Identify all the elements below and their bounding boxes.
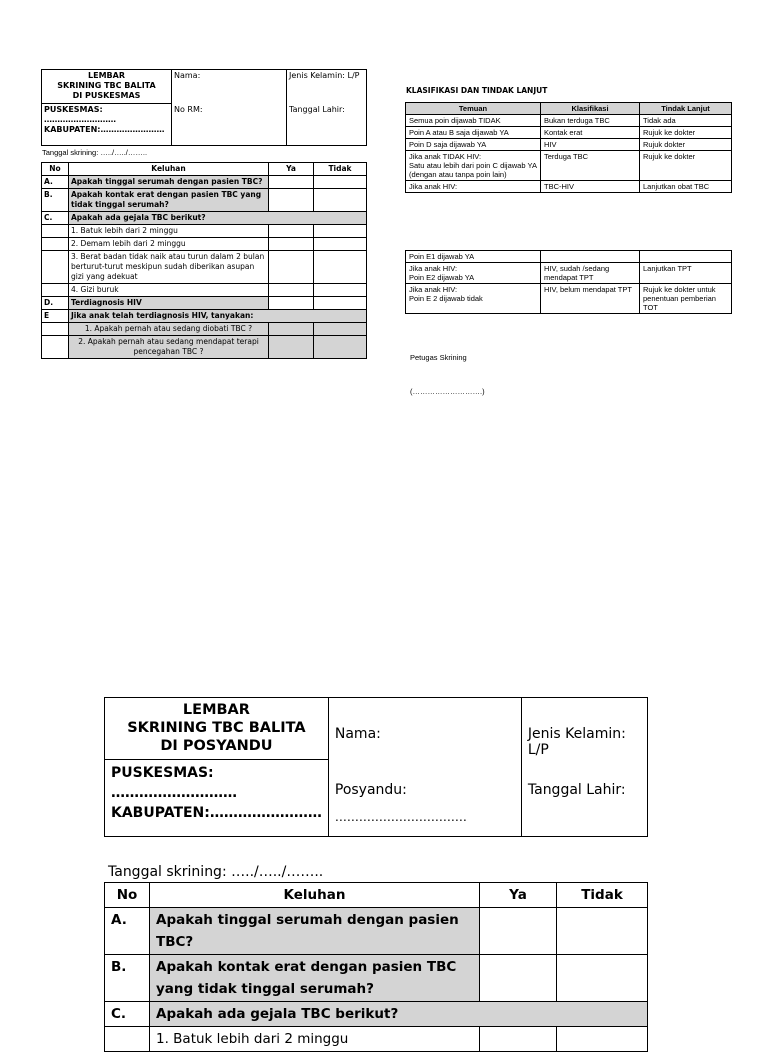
small-title-line1: LEMBAR bbox=[88, 71, 125, 80]
symptom-text: 3. Berat badan tidak naik atau turun dalam 2 bulan berturut-turut meskipun sudah diberikan asupan gizi yang adekuat bbox=[69, 251, 269, 284]
klasifikasi-cell: HIV bbox=[541, 139, 640, 151]
table-row bbox=[42, 238, 367, 251]
tidak-cell[interactable] bbox=[314, 238, 367, 251]
row-number-empty bbox=[42, 225, 69, 238]
big-kabupaten-label: KABUPATEN:…………………… bbox=[111, 805, 322, 821]
tidak-cell[interactable] bbox=[314, 297, 367, 310]
klasifikasi-table bbox=[405, 102, 732, 193]
table-row bbox=[105, 955, 648, 1002]
big-form-header bbox=[104, 697, 648, 837]
ya-cell[interactable] bbox=[269, 336, 314, 359]
small-tgl-lahir-cell bbox=[287, 104, 367, 146]
table-row bbox=[406, 115, 732, 127]
small-nama-cell bbox=[172, 70, 287, 104]
ya-cell[interactable] bbox=[269, 323, 314, 336]
row-number: C. bbox=[42, 212, 69, 225]
big-form-title bbox=[105, 698, 329, 760]
table-row bbox=[406, 127, 732, 139]
temuan-cell: Poin E1 dijawab YA bbox=[406, 251, 541, 263]
big-keluhan-table bbox=[104, 882, 648, 1052]
big-posyandu-label: Posyandu: bbox=[334, 782, 407, 798]
small-title-line2: SKRINING TBC BALITA bbox=[57, 81, 156, 90]
small-norm-label: No RM: bbox=[174, 104, 203, 114]
small-keluhan-table bbox=[41, 162, 367, 359]
big-th-keluhan: Keluhan bbox=[150, 883, 480, 908]
table-row bbox=[42, 251, 367, 284]
big-puskesmas-cell bbox=[105, 760, 329, 837]
ya-cell[interactable] bbox=[269, 189, 314, 212]
small-th-tidak: Tidak bbox=[314, 163, 367, 176]
temuan-cell: Semua poin dijawab TIDAK bbox=[406, 115, 541, 127]
table-row bbox=[406, 251, 732, 263]
small-tgl-lahir-label: Tanggal Lahir: bbox=[289, 104, 345, 114]
temuan-cell bbox=[406, 263, 541, 284]
tidak-cell[interactable] bbox=[314, 323, 367, 336]
table-row bbox=[42, 323, 367, 336]
big-jk-label: Jenis Kelamin: L/P bbox=[527, 726, 626, 758]
table-row bbox=[42, 189, 367, 212]
tidak-cell[interactable] bbox=[557, 908, 648, 955]
tindak-cell: Lanjutkan obat TBC bbox=[640, 181, 732, 193]
small-puskesmas-cell bbox=[42, 104, 172, 146]
table-row bbox=[406, 181, 732, 193]
klas-th-temuan: Temuan bbox=[406, 103, 541, 115]
small-jk-label: Jenis Kelamin: L/P bbox=[289, 71, 360, 80]
temuan-line2: Poin E2 dijawab YA bbox=[409, 273, 475, 282]
table-row bbox=[42, 310, 367, 323]
tidak-cell[interactable] bbox=[314, 336, 367, 359]
symptom-text: 2. Demam lebih dari 2 minggu bbox=[69, 238, 269, 251]
row-number: A. bbox=[105, 908, 150, 955]
big-puskesmas-label: PUSKESMAS: bbox=[111, 765, 214, 781]
question-text: Apakah kontak erat dengan pasien TBC yang tidak tinggal serumah? bbox=[150, 955, 480, 1002]
small-th-no: No bbox=[42, 163, 69, 176]
small-th-ya: Ya bbox=[269, 163, 314, 176]
klasifikasi-table-hiv bbox=[405, 250, 732, 314]
small-norm-cell bbox=[172, 104, 287, 146]
row-number-empty bbox=[42, 284, 69, 297]
small-puskesmas-dots: ……………………… bbox=[44, 115, 116, 124]
small-form-header bbox=[41, 69, 367, 146]
big-title-line3: DI POSYANDU bbox=[160, 738, 273, 754]
temuan-cell bbox=[406, 151, 541, 181]
table-row bbox=[406, 151, 732, 181]
big-puskesmas-dots: ……………………… bbox=[111, 785, 237, 801]
tindak-cell: Rujuk ke dokter bbox=[640, 127, 732, 139]
petugas-skrining-label: Petugas Skrining bbox=[410, 353, 467, 362]
row-number-empty bbox=[42, 323, 69, 336]
table-row bbox=[42, 284, 367, 297]
question-text: Apakah ada gejala TBC berikut? bbox=[69, 212, 367, 225]
ya-cell[interactable] bbox=[269, 238, 314, 251]
big-th-tidak: Tidak bbox=[557, 883, 648, 908]
tindak-cell: Rujuk ke dokter untuk penentuan pemberian TOT bbox=[640, 284, 732, 314]
tindak-cell: Tidak ada bbox=[640, 115, 732, 127]
tidak-cell[interactable] bbox=[314, 189, 367, 212]
temuan-cell: Poin A atau B saja dijawab YA bbox=[406, 127, 541, 139]
klas-th-klasifikasi: Klasifikasi bbox=[541, 103, 640, 115]
symptom-text: 1. Batuk lebih dari 2 minggu bbox=[69, 225, 269, 238]
ya-cell[interactable] bbox=[269, 284, 314, 297]
row-number: D. bbox=[42, 297, 69, 310]
row-number-empty bbox=[42, 336, 69, 359]
temuan-line1: Jika anak HIV: bbox=[409, 285, 458, 294]
symptom-text: 2. Apakah pernah atau sedang mendapat terapi pencegahan TBC ? bbox=[69, 336, 269, 359]
klasifikasi-cell bbox=[541, 251, 640, 263]
row-number-empty bbox=[42, 251, 69, 284]
table-row bbox=[42, 176, 367, 189]
tidak-cell[interactable] bbox=[557, 1027, 648, 1052]
temuan-line1: Jika anak TIDAK HIV: bbox=[409, 152, 482, 161]
small-jk-cell bbox=[287, 70, 367, 104]
small-th-keluhan: Keluhan bbox=[69, 163, 269, 176]
klasifikasi-cell: TBC-HIV bbox=[541, 181, 640, 193]
tidak-cell[interactable] bbox=[314, 225, 367, 238]
row-number: B. bbox=[105, 955, 150, 1002]
tindak-cell: Rujuk dokter bbox=[640, 139, 732, 151]
row-number-empty bbox=[42, 238, 69, 251]
symptom-text: 1. Batuk lebih dari 2 minggu bbox=[150, 1027, 480, 1052]
big-title-line1: LEMBAR bbox=[182, 702, 250, 718]
temuan-line2: Poin E 2 dijawab tidak bbox=[409, 294, 483, 303]
small-tanggal-skrining: Tanggal skrining: …../…../…….. bbox=[42, 148, 148, 157]
table-row bbox=[105, 1002, 648, 1027]
big-tanggal-skrining: Tanggal skrining: …../…../…….. bbox=[108, 864, 324, 880]
row-number: E bbox=[42, 310, 69, 323]
big-nama-label: Nama: bbox=[334, 726, 381, 742]
temuan-line2: Satu atau lebih dari poin C dijawab YA (dengan atau tanpa poin lain) bbox=[409, 161, 537, 179]
big-th-ya: Ya bbox=[480, 883, 557, 908]
question-text: Apakah kontak erat dengan pasien TBC yang tidak tinggal serumah? bbox=[69, 189, 269, 212]
row-number: C. bbox=[105, 1002, 150, 1027]
tidak-cell[interactable] bbox=[557, 955, 648, 1002]
ya-cell[interactable] bbox=[269, 176, 314, 189]
row-number-empty bbox=[105, 1027, 150, 1052]
ya-cell[interactable] bbox=[480, 955, 557, 1002]
small-nama-label: Nama: bbox=[174, 71, 201, 80]
ya-cell[interactable] bbox=[480, 1027, 557, 1052]
big-nama-posyandu-cell bbox=[328, 698, 521, 837]
row-number: A. bbox=[42, 176, 69, 189]
table-row bbox=[406, 284, 732, 314]
klasifikasi-cell: HIV, belum mendapat TPT bbox=[541, 284, 640, 314]
symptom-text: 1. Apakah pernah atau sedang diobati TBC ? bbox=[69, 323, 269, 336]
tindak-cell: Rujuk ke dokter bbox=[640, 151, 732, 181]
table-row bbox=[42, 212, 367, 225]
table-row bbox=[406, 139, 732, 151]
klasifikasi-cell: Kontak erat bbox=[541, 127, 640, 139]
klasifikasi-title: KLASIFIKASI DAN TINDAK LANJUT bbox=[406, 86, 548, 95]
temuan-cell: Poin D saja dijawab YA bbox=[406, 139, 541, 151]
tidak-cell[interactable] bbox=[314, 176, 367, 189]
tidak-cell[interactable] bbox=[314, 251, 367, 284]
ya-cell[interactable] bbox=[269, 225, 314, 238]
big-tgl-lahir-label: Tanggal Lahir: bbox=[527, 782, 626, 798]
big-th-no: No bbox=[105, 883, 150, 908]
klasifikasi-cell: Bukan terduga TBC bbox=[541, 115, 640, 127]
ya-cell[interactable] bbox=[269, 297, 314, 310]
ya-cell[interactable] bbox=[269, 251, 314, 284]
klas-th-tindak: Tindak Lanjut bbox=[640, 103, 732, 115]
table-row bbox=[406, 263, 732, 284]
small-puskesmas-label: PUSKESMAS: bbox=[44, 105, 103, 114]
question-text: Apakah tinggal serumah dengan pasien TBC? bbox=[69, 176, 269, 189]
table-row bbox=[105, 1027, 648, 1052]
small-form-title bbox=[42, 70, 172, 104]
small-kabupaten-label: KABUPATEN:…………………… bbox=[44, 125, 165, 134]
question-text: Apakah tinggal serumah dengan pasien TBC? bbox=[150, 908, 480, 955]
small-title-line3: DI PUSKESMAS bbox=[72, 91, 141, 100]
temuan-line1: Jika anak HIV: bbox=[409, 264, 458, 273]
temuan-cell: Jika anak HIV: bbox=[406, 181, 541, 193]
question-text: Jika anak telah terdiagnosis HIV, tanyakan: bbox=[69, 310, 367, 323]
big-posyandu-dots: …………………………… bbox=[334, 810, 467, 824]
temuan-cell bbox=[406, 284, 541, 314]
question-text: Apakah ada gejala TBC berikut? bbox=[150, 1002, 648, 1027]
ya-cell[interactable] bbox=[480, 908, 557, 955]
symptom-text: 4. Gizi buruk bbox=[69, 284, 269, 297]
tidak-cell[interactable] bbox=[314, 284, 367, 297]
row-number: B. bbox=[42, 189, 69, 212]
table-row bbox=[42, 336, 367, 359]
tindak-cell: Lanjutkan TPT bbox=[640, 263, 732, 284]
signature-line: (……………………….) bbox=[410, 387, 485, 396]
klasifikasi-cell: HIV, sudah /sedang mendapat TPT bbox=[541, 263, 640, 284]
big-title-line2: SKRINING TBC BALITA bbox=[127, 720, 306, 736]
tindak-cell bbox=[640, 251, 732, 263]
table-row bbox=[105, 908, 648, 955]
question-text: Terdiagnosis HIV bbox=[69, 297, 269, 310]
table-row bbox=[42, 297, 367, 310]
big-jk-cell bbox=[521, 698, 647, 837]
table-row bbox=[42, 225, 367, 238]
klasifikasi-cell: Terduga TBC bbox=[541, 151, 640, 181]
